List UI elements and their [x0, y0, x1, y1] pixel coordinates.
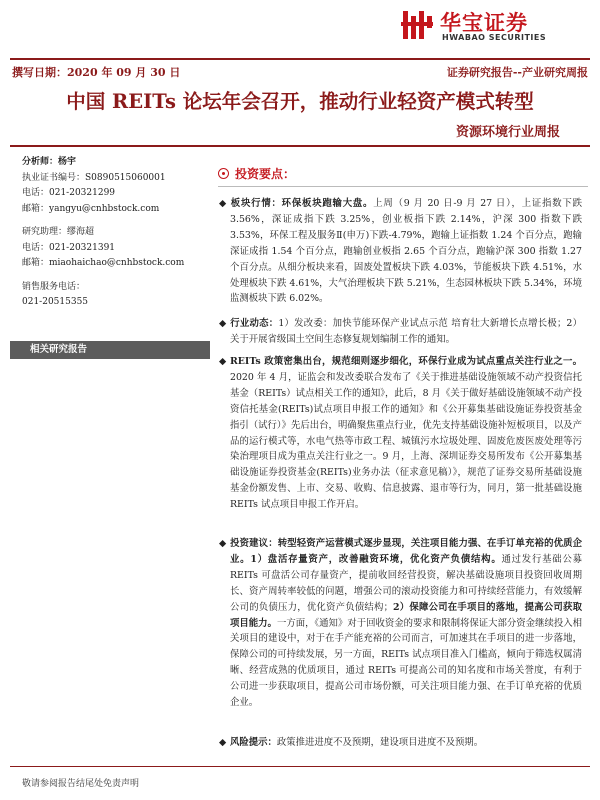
- key-points-heading: [218, 165, 295, 182]
- page-title: 中国 REITs 论坛年会召开，推动行业轻资产模式转型: [66, 90, 534, 113]
- analyst-phone: 电话：021-20321299: [22, 188, 116, 198]
- logo-english-name: HWABAO SECURITIES: [442, 33, 547, 42]
- p5-lead: 风险提示：: [230, 737, 277, 748]
- p1-body: 上周（9 月 20 日-9 月 27 日），上证指数下跌 3.56%，深证成指下跌 3.25%，创业板指下跌 2.14%，沪深 300 指数下跌 3.53%，环保工程及服务Ⅱ(申万)下跌-4.79%，跑输上证指数 1.24 个百分点，跑输深证成指 1.54 个百分点，跑输创业板指 2.65 个百分点，跑输沪深 300 指数 1.27 个百分点。从细分板块来看，固废处置板块下跌 4.03%，节能板块下跌 4.51%，水处理板块下跌 4.61%，大气治理板块下跌 5.21%，生态园林板块下跌 5.34%，环境监测板块下跌 6.02%。: [230, 198, 582, 305]
- report-type: 证券研究报告--产业研究周报: [446, 66, 588, 79]
- header-divider: [10, 58, 590, 60]
- paragraph-sector-performance: [219, 196, 582, 307]
- assistant-name: 研究助理：缪海超: [22, 227, 95, 237]
- p2-body: 1）发改委：加快节能环保产业试点示范 培育壮大新增长点增长极；2）关于开展省级国土空间生态修复规划编制工作的通知。: [230, 318, 582, 345]
- company-logo: [400, 6, 595, 46]
- analyst-certificate: 执业证书编号：S0890515060001: [22, 172, 166, 183]
- p4-body1: 通过发行基础公募 REITs 可盘活公司存量资产，提前收回经营投资，解决基础设施项目投资回收周期长、资产周转率较低的问题，增强公司的滚动投资能力和可持续经营能力，有效缓解公司的负债压力，优化资产负债结构；: [230, 553, 582, 613]
- analyst-name: 分析师：杨宇: [22, 157, 77, 167]
- paragraph-industry-news: [219, 316, 582, 348]
- bullet-diamond-icon: ◆: [219, 737, 227, 748]
- assistant-email: 邮箱：miaohaichao@cnhbstock.com: [22, 258, 185, 268]
- bullet-diamond-icon: ◆: [219, 538, 227, 549]
- bullet-diamond-icon: ◆: [219, 318, 227, 329]
- page-subtitle: 资源环境行业周报: [455, 125, 560, 140]
- footer-divider: [10, 766, 590, 767]
- paragraph-reits-policy: [219, 354, 582, 513]
- paragraph-investment-advice: [219, 536, 582, 711]
- p4-lead: 投资建议：转型轻资产运营模式逐步显现，关注项目能力强、在手订单充裕的优质企业。1）盘活存量资产，改善融资环境，优化资产负债结构。: [230, 538, 582, 565]
- p5-body: 政策推进进度不及预期，建设项目进度不及预期。: [276, 737, 484, 748]
- key-points-label: 投资要点：: [235, 167, 296, 181]
- assistant-phone: 电话：021-20321391: [22, 242, 116, 253]
- p4-lead2: 2）保障公司在手项目的落地，提高公司获取项目能力。: [230, 601, 582, 629]
- p3-lead: REITs 政策密集出台，规范细则逐步细化，环保行业成为试点重点关注行业之一。: [230, 356, 582, 367]
- sales-label: 销售服务电话：: [22, 281, 86, 292]
- target-icon: [218, 168, 229, 179]
- title-divider: [10, 145, 590, 147]
- related-reports-bar: 相关研究报告: [10, 341, 210, 359]
- p1-lead: 板块行情：环保板块跑输大盘。: [230, 198, 374, 209]
- huabao-logo-icon: [400, 8, 434, 42]
- logo-chinese-name: 华宝证券: [440, 11, 528, 35]
- analyst-email: 邮箱：yangyu@cnhbstock.com: [22, 203, 160, 214]
- author-sidebar: [22, 155, 192, 311]
- write-date: 撰写日期：2020 年 09 月 30 日: [12, 66, 181, 79]
- p2-lead: 行业动态：: [230, 318, 279, 329]
- p4-body2: 一方面，《通知》对于回收资金的要求和限制将保证大部分资金继续投入相关项目的建设中，对于在手产能充裕的公司而言，可加速其在手项目的进一步落地，保障公司的可持续发展，另一方面，REITs 试点项目准入门槛高，倾向于筛选权属清晰、经营成熟的优质项目，通过 REITs 可提高公司的知名度和市场关誉度，有利于公司进一步获取项目，提高公司市场份额，可关注项目能力强、在手订单充裕的优质企业。: [230, 617, 582, 709]
- sales-phone: 021-20515355: [22, 297, 89, 307]
- disclaimer-note: 敬请参阅报告结尾处免责声明: [22, 779, 140, 789]
- paragraph-risk-warning: [219, 735, 582, 751]
- bullet-diamond-icon: ◆: [219, 356, 227, 367]
- p3-body: 2020 年 4 月，证监会和发改委联合发布了《关于推进基础设施领域不动产投资信托基金（REITs）试点相关工作的通知》，此后，8 月《关于做好基础设施领域不动产投资信托基金(REITs)试点项目申报工作的通知》和《公开募集基础设施证券投资基金指引（试行）》先后出台，明确聚焦重点行业，优先支持基础设施补短板项目，以及产品的运行模式等，水电气热等市政工程、城镇污水垃圾处理、固废危废医废处理等污染治理项目成为重点关注行业之一。9 月，上海、深圳证券交易所发布《公开募集基础设施证券投资基金(REITs)业务办法（征求意见稿）》，规范了证券交易所基础设施基金份额发售、上市、交易、收购、信息披露、退市等行为，同月，第一批基础设施 REITs 试点项目申报工作开启。: [230, 371, 582, 511]
- bullet-diamond-icon: ◆: [219, 198, 227, 209]
- key-points-divider: [218, 186, 588, 187]
